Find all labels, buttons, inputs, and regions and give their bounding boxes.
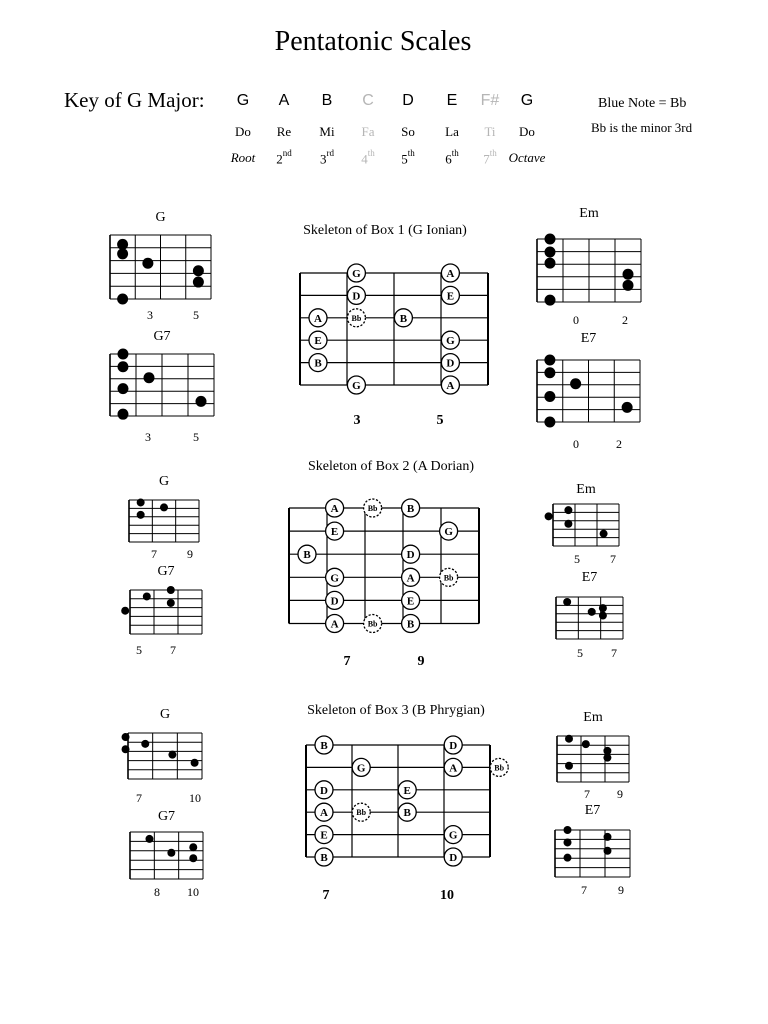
scale-note-marker bbox=[441, 264, 459, 282]
fret-number: 7 bbox=[322, 888, 330, 903]
note-letter: Bb bbox=[356, 808, 367, 818]
note-letter: B bbox=[406, 618, 415, 631]
scale-note: A bbox=[278, 92, 290, 109]
scale-note-marker bbox=[402, 591, 420, 609]
scale-note-marker bbox=[440, 522, 458, 540]
finger-dot bbox=[565, 735, 573, 743]
finger-dot bbox=[599, 604, 607, 612]
note-letter: Bb bbox=[367, 504, 378, 513]
finger-dot bbox=[196, 396, 207, 407]
fret-number: 3 bbox=[147, 308, 153, 322]
finger-dot bbox=[623, 280, 634, 291]
note-letter: Bb bbox=[367, 619, 378, 629]
finger-dot bbox=[167, 599, 175, 607]
scale-degree: Octave bbox=[508, 150, 546, 165]
scale-solfege: Mi bbox=[319, 124, 335, 139]
finger-dot bbox=[570, 378, 581, 389]
finger-dot bbox=[544, 417, 555, 428]
finger-dot bbox=[564, 506, 572, 514]
finger-dot bbox=[545, 246, 556, 257]
scale-note-marker bbox=[444, 736, 462, 754]
note-letter: D bbox=[446, 357, 455, 370]
finger-dot bbox=[137, 511, 145, 519]
finger-dot bbox=[193, 277, 204, 288]
scale-note-marker bbox=[315, 803, 333, 821]
finger-dot bbox=[168, 751, 176, 759]
scale-note-marker bbox=[347, 286, 365, 304]
chord-name: Em bbox=[576, 482, 596, 497]
scale-solfege: Ti bbox=[484, 124, 496, 139]
scale-solfege: Fa bbox=[361, 124, 375, 139]
finger-dot bbox=[604, 847, 612, 855]
finger-dot bbox=[564, 826, 572, 834]
finger-dot bbox=[600, 530, 608, 538]
finger-dot bbox=[604, 833, 612, 841]
chord-diagram-g bbox=[129, 474, 199, 561]
note-letter: E bbox=[330, 526, 339, 539]
scale-note-marker bbox=[315, 781, 333, 799]
scale-note: E bbox=[446, 92, 458, 109]
scale-degree: 4th bbox=[361, 148, 375, 167]
note-letter: A bbox=[406, 572, 415, 585]
finger-dot bbox=[144, 372, 155, 383]
fret-number: 5 bbox=[136, 643, 142, 657]
note-letter: E bbox=[406, 595, 415, 608]
fret-number: 5 bbox=[436, 413, 444, 428]
scale-note-marker bbox=[444, 848, 462, 866]
chord-name: Em bbox=[583, 710, 603, 725]
note-letter: B bbox=[320, 852, 328, 864]
chord-name: G bbox=[159, 707, 171, 722]
finger-dot bbox=[117, 248, 128, 259]
scale-note-marker bbox=[315, 736, 333, 754]
fret-number: 3 bbox=[145, 430, 151, 444]
chord-diagram-g7 bbox=[110, 329, 214, 444]
scale-note-marker bbox=[441, 331, 459, 349]
blue-note-description: Bb is the minor 3rd bbox=[591, 120, 693, 135]
scale-degree: 2nd bbox=[276, 148, 292, 167]
blue-note-marker bbox=[352, 803, 370, 821]
note-letter: A bbox=[449, 762, 458, 775]
chord-name: E7 bbox=[580, 331, 597, 346]
finger-dot bbox=[603, 754, 611, 762]
scale-solfege: Do bbox=[519, 124, 535, 139]
chord-diagram-e7 bbox=[555, 803, 630, 897]
chord-diagram-g bbox=[110, 210, 211, 322]
scale-note-marker bbox=[298, 545, 316, 563]
scale-box-1 bbox=[300, 223, 488, 428]
chord-diagram-e7 bbox=[556, 570, 623, 660]
fret-number: 9 bbox=[617, 787, 623, 801]
scale-solfege: La bbox=[445, 124, 459, 139]
chord-diagram-em bbox=[557, 710, 629, 801]
scale-note-marker bbox=[352, 758, 370, 776]
finger-dot bbox=[118, 383, 129, 394]
finger-dot bbox=[118, 361, 129, 372]
finger-dot bbox=[564, 520, 572, 528]
scale-degree: 6th bbox=[445, 148, 459, 167]
fret-number: 2 bbox=[622, 313, 628, 327]
scale-note-marker bbox=[347, 264, 365, 282]
chord-diagram-g7 bbox=[121, 564, 202, 657]
fret-number: 10 bbox=[440, 888, 454, 903]
fret-number: 5 bbox=[193, 308, 199, 322]
scale-note-marker bbox=[441, 354, 459, 372]
scale-note-marker bbox=[347, 376, 365, 394]
fret-number: 7 bbox=[584, 787, 590, 801]
blue-note-marker bbox=[364, 615, 382, 633]
finger-dot bbox=[117, 239, 128, 250]
note-letter: B bbox=[314, 357, 322, 370]
scale-note-marker bbox=[444, 758, 462, 776]
finger-dot bbox=[544, 355, 555, 366]
finger-dot bbox=[545, 258, 556, 269]
chord-diagram-em bbox=[537, 206, 641, 327]
finger-dot bbox=[545, 295, 556, 306]
scale-note-marker bbox=[444, 826, 462, 844]
note-letter: D bbox=[352, 290, 361, 303]
finger-dot bbox=[599, 612, 607, 620]
scale-note-marker bbox=[402, 615, 420, 633]
chord-diagram-em bbox=[545, 482, 619, 566]
scale-note: C bbox=[362, 92, 374, 109]
fret-number: 2 bbox=[616, 437, 622, 451]
finger-dot bbox=[545, 512, 553, 520]
note-letter: Bb bbox=[443, 573, 454, 583]
finger-dot bbox=[142, 258, 153, 269]
scale-note-marker bbox=[326, 499, 344, 517]
scale-note-marker bbox=[326, 591, 344, 609]
note-letter: G bbox=[446, 335, 455, 348]
finger-dot bbox=[122, 733, 130, 741]
finger-dot bbox=[564, 854, 572, 862]
fret-number: 7 bbox=[343, 654, 351, 669]
finger-dot bbox=[117, 294, 128, 305]
note-letter: A bbox=[446, 268, 455, 280]
finger-dot bbox=[118, 349, 129, 360]
note-letter: E bbox=[320, 829, 328, 842]
note-letter: G bbox=[352, 380, 361, 392]
blue-note-marker bbox=[440, 568, 458, 586]
note-letter: Bb bbox=[351, 313, 362, 323]
chord-name: G7 bbox=[153, 329, 171, 344]
note-letter: G bbox=[352, 268, 361, 280]
finger-dot bbox=[544, 367, 555, 378]
scale-solfege: Re bbox=[276, 124, 292, 139]
note-letter: B bbox=[303, 549, 311, 562]
chord-name: E7 bbox=[584, 803, 601, 818]
scale-note-marker bbox=[402, 545, 420, 563]
chord-name: G7 bbox=[157, 564, 175, 579]
finger-dot bbox=[160, 503, 168, 511]
scale-note-marker bbox=[315, 848, 333, 866]
scale-note-marker bbox=[309, 354, 327, 372]
finger-dot bbox=[545, 234, 556, 245]
scale-solfege: Do bbox=[235, 124, 251, 139]
finger-dot bbox=[622, 402, 633, 413]
scale-degree: 7th bbox=[483, 148, 497, 167]
finger-dot bbox=[544, 391, 555, 402]
chord-name: G bbox=[155, 210, 166, 225]
chord-diagram-g7 bbox=[130, 809, 203, 899]
blue-note-marker bbox=[347, 309, 365, 327]
scale-note-marker bbox=[326, 568, 344, 586]
fret-number: 7 bbox=[136, 791, 142, 805]
note-letter: B bbox=[399, 312, 408, 325]
scale-degree: 5th bbox=[401, 148, 415, 167]
scale-note: B bbox=[321, 92, 333, 109]
fret-number: 5 bbox=[193, 430, 199, 444]
scale-note-marker bbox=[394, 309, 412, 327]
blue-note-marker bbox=[490, 758, 508, 776]
scale-solfege: So bbox=[401, 124, 415, 139]
note-letter: D bbox=[406, 549, 415, 562]
fret-number: 7 bbox=[151, 547, 157, 561]
fret-number: 5 bbox=[577, 646, 583, 660]
fret-number: 5 bbox=[574, 552, 580, 566]
chord-diagram-e7 bbox=[537, 331, 640, 451]
finger-dot bbox=[121, 607, 129, 615]
finger-dot bbox=[582, 740, 590, 748]
note-letter: G bbox=[356, 762, 366, 775]
finger-dot bbox=[167, 849, 175, 857]
note-letter: A bbox=[314, 312, 322, 325]
note-letter: G bbox=[444, 526, 453, 539]
fret-number: 9 bbox=[187, 547, 193, 561]
fret-number: 7 bbox=[610, 552, 616, 566]
note-letter: B bbox=[320, 740, 328, 752]
finger-dot bbox=[189, 854, 197, 862]
note-letter: E bbox=[314, 335, 322, 348]
scale-note-marker bbox=[309, 309, 327, 327]
finger-dot bbox=[141, 740, 149, 748]
finger-dot bbox=[137, 498, 145, 506]
scale-note-marker bbox=[309, 331, 327, 349]
finger-dot bbox=[563, 598, 571, 606]
finger-dot bbox=[588, 608, 596, 616]
finger-dot bbox=[564, 838, 572, 846]
finger-dot bbox=[623, 269, 634, 280]
scale-note-marker bbox=[402, 568, 420, 586]
scale-note-marker bbox=[398, 803, 416, 821]
finger-dot bbox=[143, 592, 151, 600]
scale-note-marker bbox=[402, 499, 420, 517]
scale-note-marker bbox=[326, 522, 344, 540]
note-letter: D bbox=[449, 740, 458, 752]
note-letter: G bbox=[448, 829, 458, 842]
chord-name: G7 bbox=[157, 809, 176, 824]
scale-note: G bbox=[520, 92, 534, 109]
fret-number: 0 bbox=[573, 313, 579, 327]
blue-note-marker bbox=[364, 499, 382, 517]
note-letter: Bb bbox=[494, 763, 505, 773]
scale-box-2 bbox=[289, 459, 479, 669]
note-letter: D bbox=[320, 784, 328, 797]
finger-dot bbox=[191, 759, 199, 767]
fret-number: 9 bbox=[417, 654, 425, 669]
note-letter: D bbox=[449, 852, 458, 864]
scale-note: D bbox=[402, 92, 414, 109]
scale-note-marker bbox=[441, 286, 459, 304]
scale-note-marker bbox=[326, 615, 344, 633]
fret-number: 10 bbox=[189, 791, 201, 805]
note-letter: A bbox=[330, 618, 339, 631]
fret-number: 3 bbox=[353, 413, 361, 428]
chord-name: E7 bbox=[581, 570, 598, 585]
page-title: Pentatonic Scales bbox=[274, 26, 472, 57]
chord-name: Em bbox=[579, 206, 599, 221]
scale-note: G bbox=[236, 92, 250, 109]
fret-number: 10 bbox=[187, 885, 199, 899]
note-letter: A bbox=[330, 503, 339, 515]
scale-note-marker bbox=[315, 826, 333, 844]
scale-degree: 3rd bbox=[320, 148, 334, 167]
key-label: Key of G Major: bbox=[64, 88, 205, 112]
note-letter: B bbox=[406, 503, 415, 515]
fret-number: 8 bbox=[154, 885, 160, 899]
finger-dot bbox=[118, 409, 129, 420]
blue-note-label: Blue Note = Bb bbox=[598, 96, 687, 111]
fret-number: 7 bbox=[170, 643, 176, 657]
fret-number: 7 bbox=[581, 883, 587, 897]
note-letter: E bbox=[403, 784, 411, 797]
box-title: Skeleton of Box 3 (B Phrygian) bbox=[307, 703, 485, 718]
finger-dot bbox=[145, 835, 153, 843]
note-letter: D bbox=[330, 595, 339, 608]
scale-note: F# bbox=[480, 92, 500, 109]
fret-number: 9 bbox=[618, 883, 624, 897]
chord-diagram-g bbox=[122, 707, 202, 805]
fret-number: 0 bbox=[573, 437, 579, 451]
scale-box-3 bbox=[306, 703, 508, 903]
finger-dot bbox=[565, 762, 573, 770]
finger-dot bbox=[193, 265, 204, 276]
chord-name: G bbox=[158, 474, 170, 489]
finger-dot bbox=[189, 843, 197, 851]
scale-note-marker bbox=[441, 376, 459, 394]
note-letter: A bbox=[320, 807, 328, 820]
note-letter: A bbox=[446, 380, 455, 392]
note-letter: B bbox=[403, 807, 411, 820]
note-letter: E bbox=[446, 290, 455, 303]
scale-note-marker bbox=[398, 781, 416, 799]
finger-dot bbox=[122, 745, 130, 753]
scale-degree: Root bbox=[230, 150, 256, 165]
box-title: Skeleton of Box 2 (A Dorian) bbox=[307, 459, 475, 474]
finger-dot bbox=[167, 586, 175, 594]
fret-number: 7 bbox=[611, 646, 617, 660]
box-title: Skeleton of Box 1 (G Ionian) bbox=[303, 223, 467, 238]
note-letter: G bbox=[330, 572, 339, 585]
